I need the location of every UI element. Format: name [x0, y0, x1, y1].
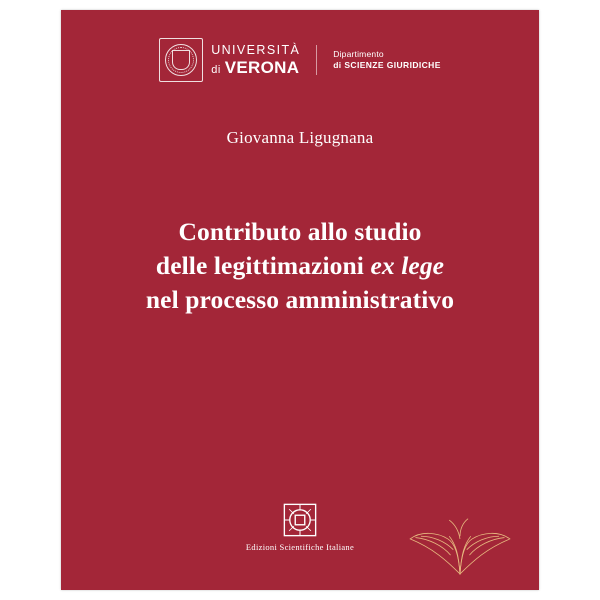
- publisher-logo-icon: [283, 503, 317, 537]
- title-line-2-plain: delle legittimazioni: [155, 250, 371, 280]
- open-book-icon: [405, 516, 515, 578]
- book-title: [61, 215, 539, 317]
- university-logo: [61, 38, 539, 82]
- university-line2: VERONA: [224, 57, 300, 77]
- university-name: [211, 44, 300, 76]
- author-name: Giovanna Ligugnana: [226, 128, 374, 147]
- title-line-2-italic: ex lege: [370, 250, 445, 280]
- logo-divider: [316, 45, 317, 75]
- title-line-3: nel processo amministrativo: [145, 284, 455, 314]
- university-crest-icon: [159, 38, 203, 82]
- title-line-2: [61, 249, 539, 283]
- title-line-1: Contributo allo studio: [178, 217, 422, 246]
- department-line1: Dipartimento: [333, 49, 384, 60]
- department-line2: di SCIENZE GIURIDICHE: [333, 60, 441, 70]
- university-line1: UNIVERSITÀ: [211, 43, 301, 58]
- university-di: di: [211, 63, 221, 76]
- publisher-name: Edizioni Scientifiche Italiane: [245, 542, 355, 552]
- book-cover: [61, 10, 539, 590]
- department-name: [333, 49, 441, 70]
